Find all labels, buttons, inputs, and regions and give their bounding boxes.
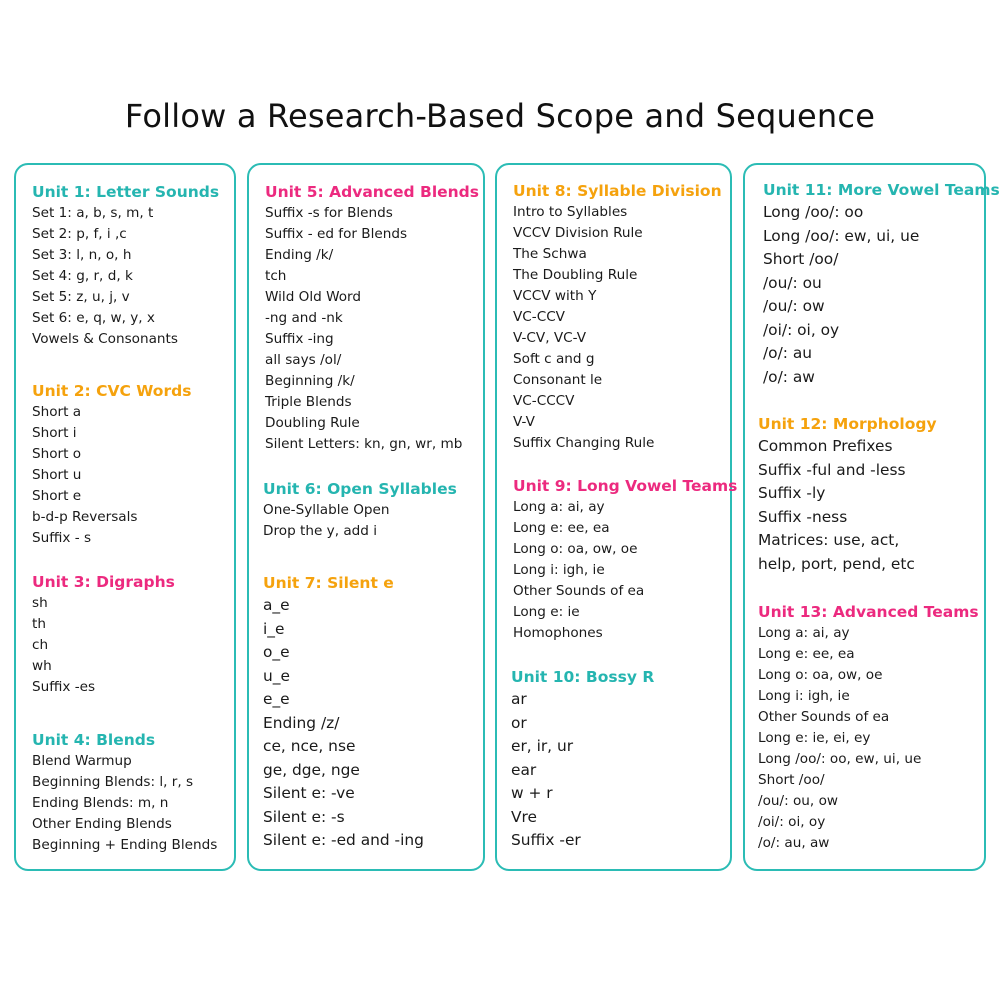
unit-item: V-CV, VC-V bbox=[513, 330, 587, 346]
unit-3-digraphs bbox=[32, 571, 230, 698]
unit-item: u_e bbox=[263, 666, 290, 685]
unit-item: Ending /k/ bbox=[265, 247, 334, 263]
unit-item: Long e: ie bbox=[513, 604, 580, 620]
unit-item: er, ir, ur bbox=[511, 737, 574, 755]
unit-item: Beginning Blends: l, r, s bbox=[32, 774, 194, 790]
unit-item: Long e: ee, ea bbox=[513, 520, 610, 536]
unit-item: /ou/: ow bbox=[763, 297, 825, 315]
unit-item: Short u bbox=[32, 467, 82, 483]
unit-item: Suffix - s bbox=[32, 530, 92, 546]
scope-column-2 bbox=[247, 163, 485, 871]
unit-item-list bbox=[763, 201, 980, 389]
scope-column-1 bbox=[14, 163, 236, 871]
unit-item: VC-CCV bbox=[513, 309, 565, 325]
scope-column-4 bbox=[743, 163, 1000, 871]
unit-item-list bbox=[265, 203, 479, 455]
unit-title: Unit 4: Blends bbox=[32, 731, 156, 749]
unit-item: Suffix -ing bbox=[265, 331, 334, 347]
unit-item: th bbox=[32, 616, 46, 632]
unit-item: w + r bbox=[511, 784, 553, 802]
unit-item: or bbox=[511, 713, 527, 732]
unit-item: Common Prefixes bbox=[758, 437, 893, 455]
unit-item: Suffix -er bbox=[511, 831, 581, 849]
unit-title: Unit 12: Morphology bbox=[758, 415, 937, 433]
unit-item: Short i bbox=[32, 425, 77, 441]
unit-item: Homophones bbox=[513, 625, 603, 641]
unit-1-letter-sounds bbox=[32, 181, 230, 350]
unit-item: Drop the y, add i bbox=[263, 523, 378, 539]
unit-item: -ng and -nk bbox=[265, 310, 343, 326]
unit-item: Other Sounds of ea bbox=[758, 709, 890, 725]
unit-item: Short /oo/ bbox=[758, 772, 825, 788]
unit-item: Beginning + Ending Blends bbox=[32, 837, 218, 853]
unit-item-list bbox=[32, 203, 230, 350]
unit-item: ge, dge, nge bbox=[263, 760, 360, 779]
page-title: Follow a Research-Based Scope and Sequence bbox=[124, 97, 876, 136]
unit-item: Silent e: -ed and -ing bbox=[263, 831, 424, 849]
unit-item-list bbox=[32, 593, 230, 698]
unit-item: Set 4: g, r, d, k bbox=[32, 268, 133, 284]
unit-12-morphology bbox=[758, 413, 980, 576]
unit-11-more-vowel-teams bbox=[763, 179, 1000, 389]
unit-item: Set 1: a, b, s, m, t bbox=[32, 205, 154, 221]
unit-item: ce, nce, nse bbox=[263, 737, 356, 755]
unit-item: Short /oo/ bbox=[763, 250, 839, 268]
unit-title: Unit 5: Advanced Blends bbox=[265, 183, 479, 201]
unit-item: Short a bbox=[32, 404, 82, 420]
unit-item: VC-CCCV bbox=[513, 393, 575, 409]
unit-item: /ou/: ou, ow bbox=[758, 793, 839, 809]
unit-13-advanced-teams bbox=[758, 601, 980, 854]
unit-item: Long o: oa, ow, oe bbox=[513, 541, 638, 557]
unit-item-list bbox=[263, 594, 479, 853]
unit-item: ar bbox=[511, 690, 527, 708]
unit-item: Soft c and g bbox=[513, 351, 595, 367]
unit-item-list bbox=[758, 623, 980, 854]
unit-item: Other Sounds of ea bbox=[513, 583, 645, 599]
unit-item: Set 6: e, q, w, y, x bbox=[32, 310, 155, 326]
unit-title: Unit 11: More Vowel Teams bbox=[763, 181, 1000, 199]
unit-item: Intro to Syllables bbox=[513, 204, 628, 220]
unit-title: Unit 2: CVC Words bbox=[32, 382, 192, 400]
unit-item: a_e bbox=[263, 596, 290, 614]
unit-10-bossy-r bbox=[511, 666, 726, 853]
unit-title: Unit 1: Letter Sounds bbox=[32, 183, 220, 201]
unit-item: Set 5: z, u, j, v bbox=[32, 289, 130, 305]
unit-item: Long /oo/: oo bbox=[763, 203, 864, 221]
unit-item: Short o bbox=[32, 446, 82, 462]
unit-title: Unit 6: Open Syllables bbox=[263, 480, 457, 498]
unit-item: all says /ol/ bbox=[265, 352, 342, 368]
unit-item: /oi/: oi, oy bbox=[758, 814, 826, 830]
unit-item: Ending Blends: m, n bbox=[32, 795, 169, 811]
unit-title: Unit 10: Bossy R bbox=[511, 668, 655, 686]
unit-item: Ending /z/ bbox=[263, 713, 340, 732]
unit-item: Suffix -es bbox=[32, 679, 96, 695]
unit-item: Suffix -ful and -less bbox=[758, 460, 906, 479]
unit-item: Beginning /k/ bbox=[265, 373, 355, 389]
unit-2-cvc-words bbox=[32, 380, 230, 549]
unit-item: Long /oo/: oo, ew, ui, ue bbox=[758, 751, 922, 767]
unit-4-blends bbox=[32, 729, 230, 856]
unit-title: Unit 3: Digraphs bbox=[32, 573, 175, 591]
unit-item: Long /oo/: ew, ui, ue bbox=[763, 226, 920, 245]
unit-item-list bbox=[513, 497, 726, 644]
unit-9-long-vowel-teams bbox=[513, 475, 738, 644]
unit-item: Short e bbox=[32, 488, 82, 504]
unit-item: Consonant le bbox=[513, 372, 603, 388]
unit-title: Unit 9: Long Vowel Teams bbox=[513, 477, 738, 495]
unit-item-list bbox=[32, 751, 230, 856]
unit-item: VCCV Division Rule bbox=[513, 225, 643, 241]
unit-item: Silent e: -s bbox=[263, 807, 345, 826]
unit-item: sh bbox=[32, 595, 48, 611]
unit-item: Doubling Rule bbox=[265, 415, 360, 431]
unit-item: Long o: oa, ow, oe bbox=[758, 667, 883, 683]
unit-item: Long a: ai, ay bbox=[758, 625, 850, 641]
unit-item: Set 2: p, f, i ,c bbox=[32, 226, 127, 242]
unit-item-list bbox=[511, 688, 726, 853]
unit-item-list bbox=[513, 202, 726, 454]
unit-item: Long e: ie, ei, ey bbox=[758, 730, 871, 746]
unit-item: Long i: igh, ie bbox=[758, 688, 850, 704]
unit-item: ch bbox=[32, 637, 49, 653]
unit-7-silent-e bbox=[263, 572, 479, 853]
unit-item: /o/: aw bbox=[763, 367, 815, 386]
unit-item: The Schwa bbox=[513, 246, 587, 262]
unit-item: Matrices: use, act, bbox=[758, 531, 900, 549]
unit-item-list bbox=[32, 402, 230, 549]
unit-item: VCCV with Y bbox=[513, 288, 597, 304]
unit-item: /o/: au, aw bbox=[758, 835, 830, 851]
unit-item: Suffix Changing Rule bbox=[513, 435, 655, 451]
unit-item: The Doubling Rule bbox=[513, 267, 638, 283]
unit-item: e_e bbox=[263, 690, 290, 708]
unit-item: o_e bbox=[263, 643, 290, 661]
unit-6-open-syllables bbox=[263, 478, 479, 542]
unit-item-list bbox=[758, 435, 980, 576]
unit-item: One-Syllable Open bbox=[263, 502, 390, 518]
unit-item: Wild Old Word bbox=[265, 289, 362, 305]
unit-item: Suffix -ness bbox=[758, 507, 848, 526]
unit-item: /oi/: oi, oy bbox=[763, 320, 840, 339]
unit-item: V-V bbox=[513, 414, 535, 430]
unit-item: Vowels & Consonants bbox=[32, 331, 178, 347]
unit-item: Silent e: -ve bbox=[263, 784, 355, 802]
unit-item: Long a: ai, ay bbox=[513, 499, 605, 515]
unit-item: Other Ending Blends bbox=[32, 816, 172, 832]
unit-item: ear bbox=[511, 760, 537, 779]
unit-item: /ou/: ou bbox=[763, 273, 822, 292]
unit-item: help, port, pend, etc bbox=[758, 554, 915, 573]
unit-item: wh bbox=[32, 658, 52, 674]
unit-item: b-d-p Reversals bbox=[32, 509, 138, 525]
unit-item: Set 3: l, n, o, h bbox=[32, 247, 132, 263]
unit-item: Vre bbox=[511, 807, 537, 826]
unit-item: Blend Warmup bbox=[32, 753, 132, 769]
unit-5-advanced-blends bbox=[265, 181, 479, 455]
unit-item: tch bbox=[265, 268, 287, 284]
unit-item: Suffix - ed for Blends bbox=[265, 226, 408, 242]
unit-item: /o/: au bbox=[763, 344, 813, 362]
unit-title: Unit 7: Silent e bbox=[263, 574, 394, 592]
scope-column-3 bbox=[495, 163, 738, 871]
unit-title: Unit 8: Syllable Division bbox=[513, 182, 722, 200]
unit-title: Unit 13: Advanced Teams bbox=[758, 603, 979, 621]
unit-item: Suffix -s for Blends bbox=[265, 205, 393, 221]
unit-item-list bbox=[263, 500, 479, 542]
unit-item: Long i: igh, ie bbox=[513, 562, 605, 578]
unit-item: Long e: ee, ea bbox=[758, 646, 855, 662]
unit-item: Suffix -ly bbox=[758, 484, 826, 502]
unit-item: i_e bbox=[263, 619, 285, 638]
unit-item: Silent Letters: kn, gn, wr, mb bbox=[265, 436, 463, 452]
unit-item: Triple Blends bbox=[265, 394, 352, 410]
unit-8-syllable-division bbox=[513, 180, 726, 454]
